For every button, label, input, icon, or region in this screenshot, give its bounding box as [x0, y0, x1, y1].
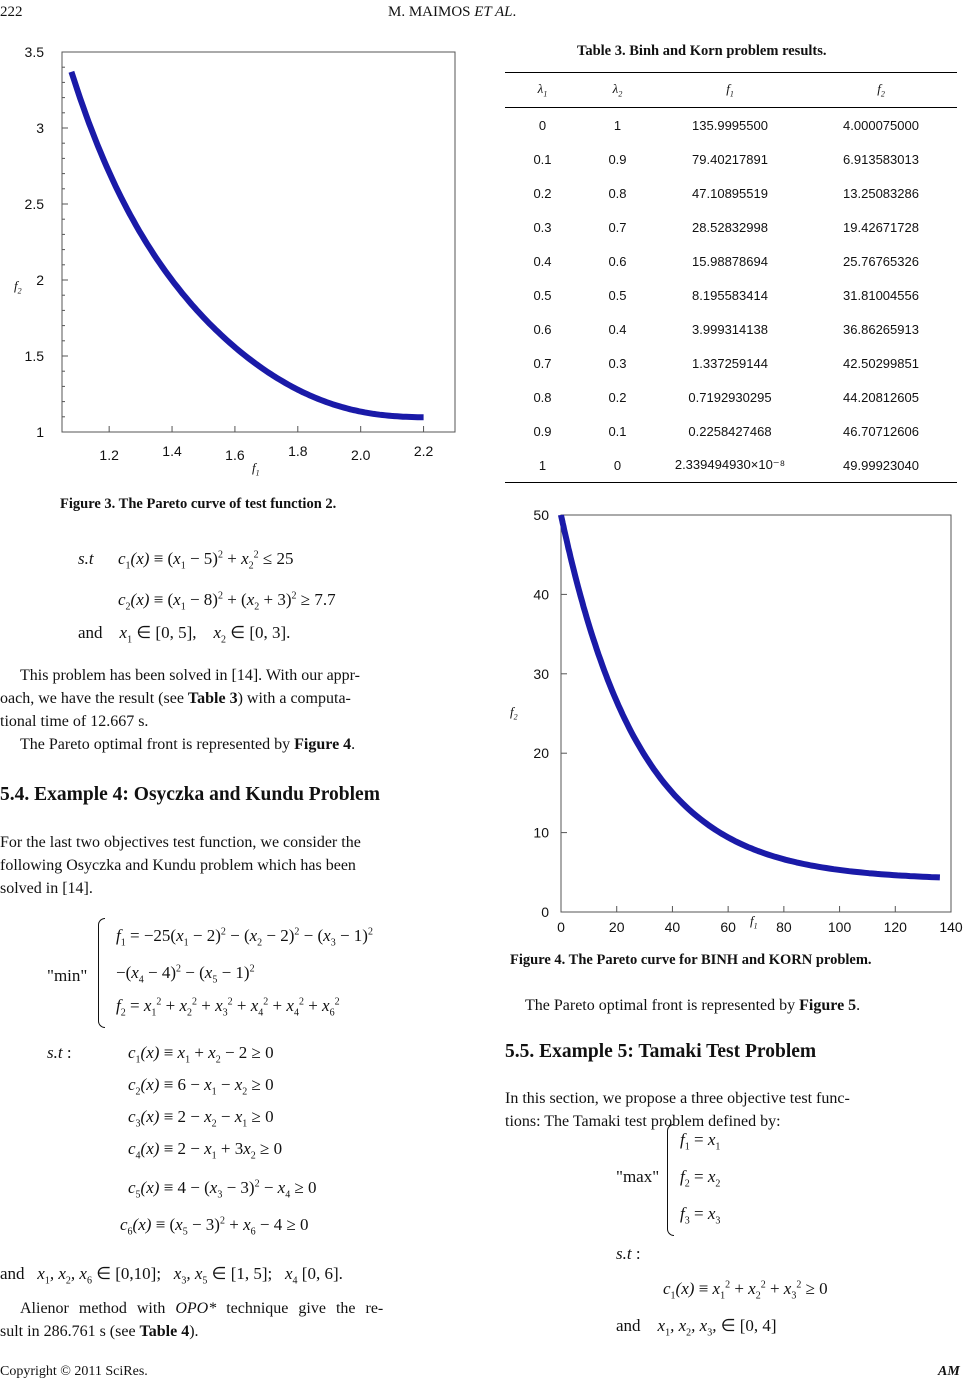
heading-5-5: 5.5. Example 5: Tamaki Test Problem — [505, 1041, 817, 1062]
p4-line2 — [0, 1320, 461, 1343]
table-cell: 0.7192930295 — [688, 389, 772, 405]
p1-line2-text: oach, we have the result (see — [0, 690, 188, 707]
p1-line2-tail: ) with a computa- — [237, 690, 351, 707]
figure4-caption: Figure 4. The Pareto curve for BINH and KORN problem. — [510, 952, 872, 968]
table3 — [505, 72, 957, 483]
table-cell: 0 — [538, 117, 547, 133]
page-number: 222 — [0, 4, 23, 20]
constraint-c1: $c_1(x) \equiv (x_1 - 5)^2 + x_2^2 \le 25$ — [118, 549, 294, 572]
table-cell: 47.10895519 — [692, 185, 768, 201]
table-cell: 79.40217891 — [692, 151, 768, 167]
x-tick-label: 1.8 — [288, 443, 308, 459]
table-cell: 28.52832998 — [692, 219, 768, 235]
p2-text: The Pareto optimal front is represented by — [20, 736, 295, 753]
table-row — [505, 142, 957, 176]
table-cell: 44.20812605 — [843, 389, 919, 405]
table-cell: 19.42671728 — [843, 219, 919, 235]
tamaki-domain: and $x_1$, $x_2$, $x_3$, ∈ [0, 4] — [616, 1316, 777, 1339]
tamaki-f3: $f_3 = x_3$ — [680, 1204, 721, 1227]
y-tick-label: 3 — [36, 120, 44, 136]
table-cell: 3.999314138 — [692, 321, 768, 337]
p4-line2-text: sult in 286.761 s (see — [0, 1323, 140, 1340]
table-row — [505, 176, 957, 210]
table-row — [505, 448, 957, 483]
figure3-chart — [0, 40, 470, 490]
figure4-ylabel: $f_2$ — [510, 704, 518, 722]
table-cell: 0.6 — [608, 253, 627, 269]
paragraph-osyczka-intro — [0, 831, 461, 900]
table-cell: 8.195583414 — [692, 287, 768, 303]
y-tick-label: 50 — [533, 507, 549, 523]
table-row — [505, 380, 957, 414]
table-cell: 6.913583013 — [843, 151, 919, 167]
p2-tail: . — [351, 736, 356, 753]
osyczka-min-label — [47, 966, 87, 986]
table-row — [505, 244, 957, 278]
header-f2: $f_2$ — [877, 81, 885, 99]
table-cell: 0.8 — [608, 185, 627, 201]
running-title: M. MAIMOS ET AL. — [388, 4, 517, 20]
paragraph-tamaki-intro — [505, 1087, 963, 1133]
footer-copyright: Copyright © 2011 SciRes. — [0, 1364, 148, 1379]
table-cell: 42.50299851 — [843, 355, 919, 371]
x-tick-label: 20 — [608, 919, 625, 935]
p4-line1 — [0, 1297, 461, 1320]
x-tick-label: 1.2 — [99, 447, 119, 463]
p6-line2: tions: The Tamaki test problem defined by: — [505, 1113, 781, 1130]
table-cell: 36.86265913 — [843, 321, 919, 337]
table-row — [505, 346, 957, 380]
table-cell: 46.70712606 — [843, 423, 919, 439]
table-cell: 1 — [538, 457, 547, 473]
table-cell: 0.7 — [533, 355, 552, 371]
p3-line3: solved in [14]. — [0, 880, 93, 897]
table-cell: 49.99923040 — [843, 457, 919, 473]
max-label-text: "max" — [616, 1167, 660, 1186]
table-row — [505, 312, 957, 346]
table-cell: 2.339494930×10⁻⁸ — [674, 457, 786, 472]
paragraph-result — [0, 664, 461, 756]
table-cell: 135.9995500 — [692, 117, 768, 133]
table3-header-row — [505, 73, 957, 108]
table-row — [505, 414, 957, 448]
figure3-caption: Figure 3. The Pareto curve of test function 2. — [60, 496, 337, 512]
p1-line3: tional time of 12.667 s. — [0, 713, 149, 730]
table3-ref: Table 3 — [187, 690, 238, 707]
table-cell: 0.3 — [533, 219, 552, 235]
table-cell: 0.7 — [608, 219, 627, 235]
osyczka-f1-line2: $-(x_4 - 4)^2 - (x_5 - 1)^2$ — [116, 963, 255, 986]
figure3-ylabel: $f_2$ — [14, 278, 22, 296]
figure4-chart — [500, 500, 966, 940]
table-cell: 31.81004556 — [843, 287, 919, 303]
osyczka-c2: $c_2(x) \equiv 6 - x_1 - x_2 \ge 0$ — [128, 1075, 274, 1098]
y-tick-label: 10 — [533, 824, 549, 841]
osyczka-f1-line1: $f_1 = -25(x_1 - 2)^2 - (x_2 - 2)^2 - (x_3 - 1)^2$ — [116, 926, 373, 949]
table-cell: 0.1 — [533, 151, 552, 167]
table3-caption: Table 3. Binh and Korn problem results. — [577, 43, 827, 59]
y-tick-label: 0 — [541, 904, 549, 920]
table-cell: 0.6 — [533, 321, 552, 337]
table-cell: 0.5 — [533, 287, 552, 303]
constraint-domain: and $x_1$ ∈ [0, 5], $x_2$ ∈ [0, 3]. — [78, 623, 291, 646]
y-tick-label: 2 — [36, 272, 44, 288]
y-tick-label: 3.5 — [24, 44, 44, 60]
figure4-ref: Figure 4 — [294, 736, 352, 753]
table-cell: 0.2 — [533, 185, 552, 201]
table-cell: 25.76765326 — [843, 253, 919, 269]
header-lambda1: $\lambda_1$ — [537, 81, 548, 99]
opo-term: OPO* — [175, 1300, 217, 1317]
x-tick-label: 40 — [664, 919, 681, 935]
constraint-c2: $c_2(x) \equiv (x_1 - 8)^2 + (x_2 + 3)^2 \ge 7.7$ — [118, 590, 336, 613]
osyczka-c4: $c_4(x) \equiv 2 - x_1 + 3x_2 \ge 0$ — [128, 1139, 283, 1162]
table-cell: 0.4 — [533, 253, 552, 269]
x-tick-label: 80 — [776, 919, 792, 935]
tamaki-f1: $f_1 = x_1$ — [680, 1130, 721, 1153]
p5-text: The Pareto optimal front is represented by — [525, 997, 800, 1014]
table-cell: 0.2258427468 — [688, 423, 772, 439]
osyczka-c6: $c_6(x) \equiv (x_5 - 3)^2 + x_6 - 4 \ge 0$ — [120, 1215, 309, 1238]
table-cell: 0 — [613, 457, 622, 473]
x-tick-label: 0 — [557, 919, 565, 935]
x-tick-label: 60 — [720, 919, 736, 935]
tamaki-max-label — [616, 1167, 659, 1187]
p1-line1: This problem has been solved in [14]. With our appr- — [20, 667, 360, 684]
table-cell: 1 — [613, 117, 622, 133]
osyczka-brace — [98, 918, 105, 1028]
osyczka-f2: $f_2 = x_1^2 + x_2^2 + x_3^2 + x_4^2 + x_4^2 + x_6^2$ — [116, 996, 340, 1019]
header-f1: $f_1$ — [726, 81, 734, 99]
p4-line2-tail: ). — [189, 1323, 199, 1340]
paragraph-alienor — [0, 1297, 461, 1343]
table-cell: 0.9 — [533, 423, 552, 439]
y-tick-label: 20 — [533, 745, 549, 762]
table-cell: 0.2 — [608, 389, 627, 405]
x-tick-label: 2.2 — [413, 443, 434, 459]
table-cell: 4.000075000 — [843, 117, 919, 133]
footer-journal: AM — [938, 1364, 960, 1379]
table-cell: 13.25083286 — [843, 185, 919, 201]
osyczka-st: s.t : — [47, 1043, 72, 1062]
table-row — [505, 278, 957, 312]
figure4-xlabel: $f_1$ — [750, 913, 758, 931]
x-tick-label: 100 — [827, 919, 852, 935]
osyczka-domain: and $x_1$, $x_2$, $x_6$ ∈ [0,10]; $x_3$, $x_5$ ∈ [1, 5]; $x_4$ [0, 6]. — [0, 1264, 343, 1287]
y-tick-label: 30 — [533, 665, 549, 682]
tamaki-st: s.t : — [616, 1244, 641, 1263]
constraint-st: s.t — [78, 549, 94, 568]
x-tick-label: 1.6 — [225, 447, 245, 463]
p1-line2 — [0, 687, 461, 710]
p2-line — [0, 733, 461, 756]
y-tick-label: 2.5 — [24, 196, 44, 212]
tamaki-f2: $f_2 = x_2$ — [680, 1167, 721, 1190]
table-row — [505, 210, 957, 244]
table4-ref: Table 4 — [139, 1323, 190, 1340]
x-tick-label: 1.4 — [162, 443, 182, 459]
table-cell: 0.5 — [608, 287, 627, 303]
figure3-xlabel: $f_1$ — [252, 460, 260, 478]
p4-tail: technique give the re- — [226, 1300, 384, 1317]
p4-text: Alienor method with — [20, 1300, 166, 1317]
x-tick-label: 140 — [939, 919, 963, 935]
tamaki-c1: $c_1(x) \equiv x_1^2 + x_2^2 + x_3^2 \ge 0$ — [663, 1279, 828, 1302]
osyczka-c5: $c_5(x) \equiv 4 - (x_3 - 3)^2 - x_4 \ge 0$ — [128, 1178, 317, 1201]
y-tick-label: 40 — [533, 586, 549, 603]
table-cell: 1.337259144 — [692, 355, 768, 371]
table-cell: 0.9 — [608, 151, 627, 167]
table-cell: 0.8 — [533, 389, 552, 405]
table-cell: 0.1 — [608, 423, 627, 439]
table-row — [505, 108, 957, 143]
osyczka-c3: $c_3(x) \equiv 2 - x_2 - x_1 \ge 0$ — [128, 1107, 274, 1130]
min-label-text: "min" — [47, 966, 88, 985]
y-tick-label: 1 — [36, 424, 44, 440]
p3-line2: following Osyczka and Kundu problem which has been — [0, 857, 356, 874]
figure5-ref: Figure 5 — [799, 997, 857, 1014]
heading-5-4: 5.4. Example 4: Osyczka and Kundu Problem — [0, 784, 380, 805]
paragraph-fig5-ref — [505, 994, 957, 1017]
y-tick-label: 1.5 — [24, 348, 44, 364]
p3-line1: For the last two objectives test function, we consider the — [0, 834, 361, 851]
p6-line1: In this section, we propose a three objective test func- — [505, 1090, 850, 1107]
x-tick-label: 120 — [883, 919, 907, 935]
table-cell: 0.4 — [608, 321, 627, 337]
p5-line — [505, 994, 957, 1017]
tamaki-brace — [667, 1124, 674, 1236]
p5-tail: . — [856, 997, 861, 1014]
header-lambda2: $\lambda_2$ — [612, 81, 623, 99]
osyczka-c1: $c_1(x) \equiv x_1 + x_2 - 2 \ge 0$ — [128, 1043, 274, 1066]
table-cell: 15.98878694 — [692, 253, 768, 269]
x-tick-label: 2.0 — [350, 447, 371, 463]
table-cell: 0.3 — [608, 355, 627, 371]
